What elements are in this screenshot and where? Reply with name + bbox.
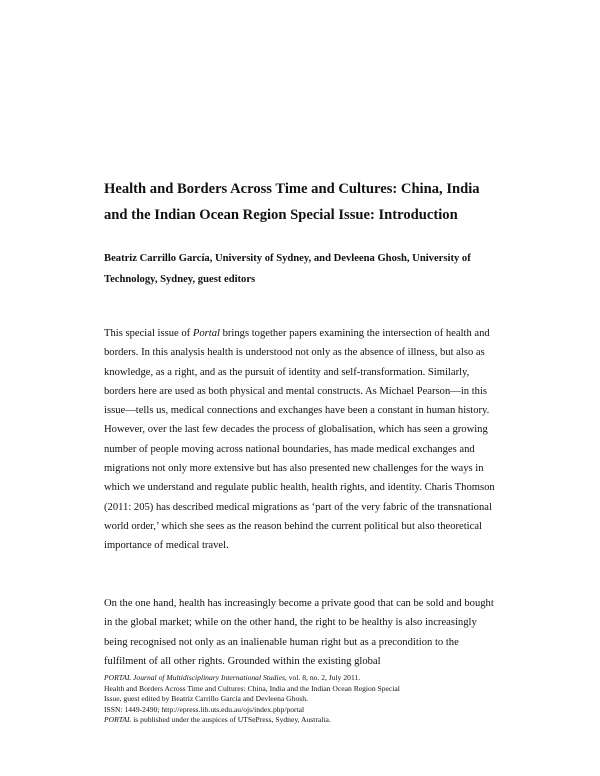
article-authors: Beatriz Carrillo García, University of Sydney, and Devleena Ghosh, University of Technology, Sydney, guest editors bbox=[104, 253, 471, 285]
footer-journal-rest: , vol. 8, no. 2, July 2011. bbox=[284, 673, 361, 682]
footer-publisher-italic: PORTAL bbox=[104, 715, 132, 725]
paragraph-1-start: This special issue of bbox=[104, 328, 193, 339]
footer-issue-line-2: Issue, guest edited by Beatriz Carrillo García and Devleena Ghosh. bbox=[104, 694, 308, 704]
article-title: Health and Borders Across Time and Cultures: China, India and the Indian Ocean Region Special Issue: Introduction bbox=[104, 181, 480, 223]
footer-issn-line: ISSN: 1449-2490; http://epress.lib.uts.edu.au/ojs/index.php/portal bbox=[104, 704, 305, 714]
footer-journal-line bbox=[104, 673, 504, 684]
page-footer bbox=[104, 673, 504, 726]
footer-publisher-rest: is published under the auspices of UTSePress, Sydney, Australia. bbox=[131, 715, 331, 725]
footer-journal-italic: PORTAL Journal of Multidisciplinary International Studies bbox=[104, 673, 285, 682]
paragraph-1-rest: brings together papers examining the intersection of health and borders. In this analysis health is understood not only as the absence of illness, but also as knowledge, as a right, and as the pursuit of identity and self-transformation. Similarly, borders here are used as both physical and mental constructs. As Michael Pearson—in this issue—tells us, medical connections and exchanges have been a constant in human history. However, over the last few decades the process of globalisation, which has seen a growing number of people moving across national boundaries, has made medical exchanges and migrations not only more extensive but has also presented new challenges for the ways in which we understand and regulate public health, health rights, and identity. Charis Thomson (2011: 205) has described medical migrations as ‘part of the very fabric of the transnational world order,’ which she sees as the reason behind the current political but also theoretical importance of medical travel. bbox=[104, 328, 495, 552]
body-paragraph-2: On the one hand, health has increasingly become a private good that can be sold and bought in the global market; while on the other hand, the right to be healthy is also increasingly being recognised not only as an inalienable human right but as a precondition to the fulfilment of all other rights. Grounded within the existing global bbox=[104, 598, 494, 667]
body-paragraph-1 bbox=[104, 324, 496, 556]
footer-publisher-line bbox=[104, 715, 504, 726]
footer-issue-line-1: Health and Borders Across Time and Cultures: China, India and the Indian Ocean Region Special bbox=[104, 683, 400, 693]
journal-name-italic: Portal bbox=[192, 328, 220, 339]
